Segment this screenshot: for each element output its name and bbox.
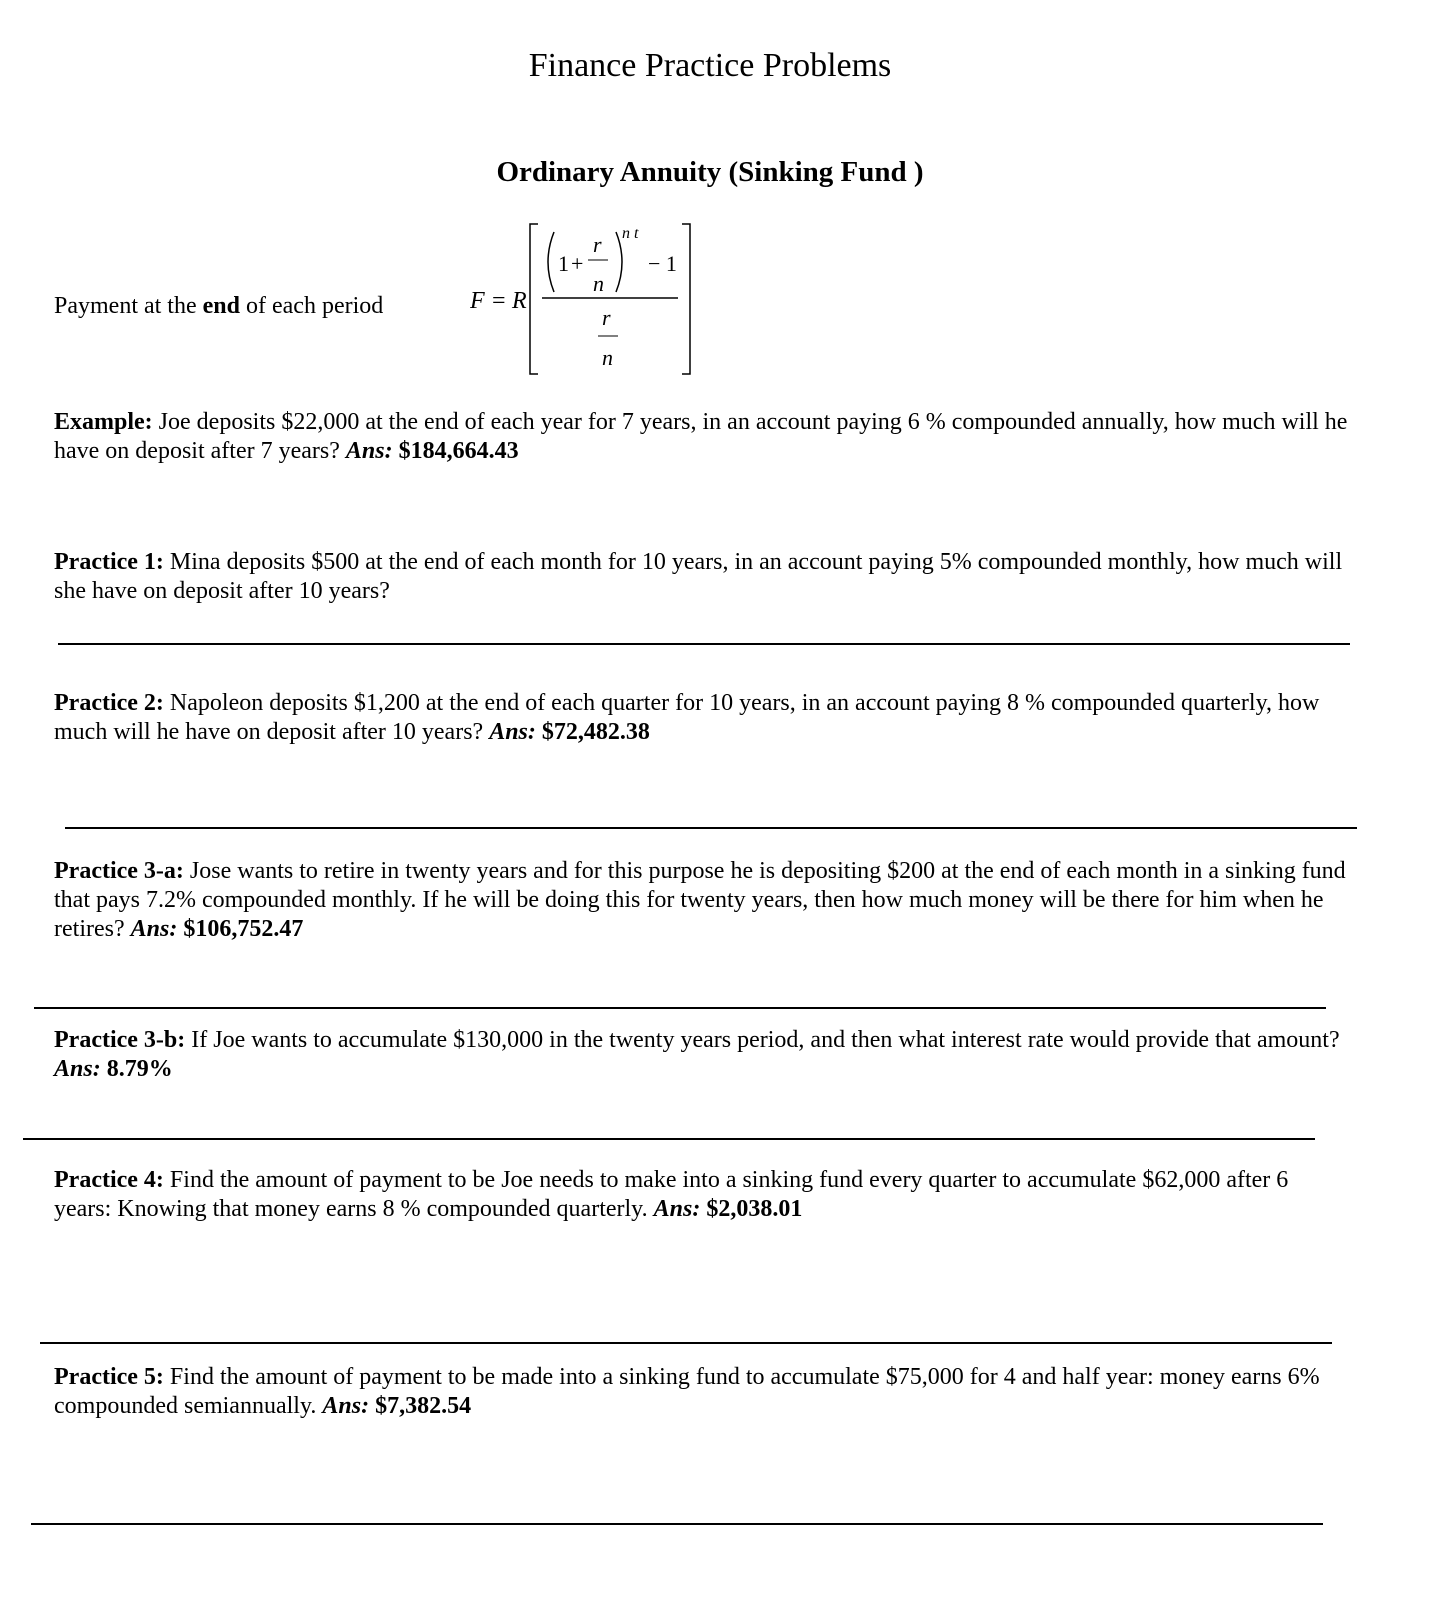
- problem-label: Example:: [54, 409, 153, 435]
- formula-inner-r: r: [593, 232, 602, 257]
- answer-line: [31, 1523, 1323, 1525]
- formula-minus-one: − 1: [648, 251, 677, 276]
- problem-text: Joe deposits $22,000 at the end of each year for 7 years, in an account paying 6 % compounded annually, how much will he have on deposit after 7 years?: [54, 409, 1348, 464]
- formula-exponent: n t: [622, 225, 639, 242]
- problem-text: Jose wants to retire in twenty years and for this purpose he is depositing $200 at the end of each month in a sinking fund that pays 7.2% compounded monthly. If he will be doing this for twenty years, then how much money will be there for him when he retires?: [54, 858, 1346, 942]
- left-bracket: [530, 224, 538, 374]
- answer-line: [34, 1007, 1326, 1009]
- formula-one: 1: [558, 251, 569, 276]
- problem-label: Practice 3-b:: [54, 1027, 186, 1053]
- problem-label: Practice 1:: [54, 549, 164, 575]
- problem-label: Practice 3-a:: [54, 858, 184, 884]
- section-title: Ordinary Annuity (Sinking Fund ): [496, 156, 924, 188]
- problem-label: Practice 4:: [54, 1167, 164, 1193]
- formula-lhs-var: F: [470, 288, 485, 314]
- problem-text: Napoleon deposits $1,200 at the end of each quarter for 10 years, in an account paying 8 % compounded quarterly, how much will he have on deposit after 10 years?: [54, 690, 1320, 745]
- formula-equals: =: [492, 288, 506, 314]
- answer-label: Ans:: [130, 916, 178, 942]
- answer-line: [65, 827, 1357, 829]
- right-bracket: [682, 224, 690, 374]
- answer-value: 8.79%: [100, 1056, 173, 1082]
- practice-3b-problem: [54, 1026, 1349, 1084]
- formula-denom-n: n: [602, 345, 613, 370]
- payment-label-bold: end: [202, 293, 240, 319]
- sinking-fund-formula: [470, 222, 730, 392]
- practice-4-problem: [54, 1166, 1349, 1224]
- left-paren: [548, 232, 554, 292]
- practice-2-problem: [54, 689, 1349, 747]
- answer-label: Ans:: [653, 1196, 701, 1222]
- formula-plus: +: [571, 251, 584, 276]
- answer-label: Ans:: [54, 1056, 101, 1082]
- practice-3a-problem: [54, 857, 1349, 944]
- answer-value: $7,382.54: [369, 1393, 472, 1419]
- answer-line: [58, 643, 1350, 645]
- answer-line: [40, 1342, 1332, 1344]
- formula-rhs-var: R: [512, 288, 527, 314]
- answer-value: $72,482.38: [535, 719, 650, 745]
- answer-value: $2,038.01: [700, 1196, 803, 1222]
- formula-inner-n: n: [593, 271, 604, 296]
- answer-line: [23, 1138, 1315, 1140]
- answer-label: Ans:: [345, 438, 393, 464]
- answer-value: $184,664.43: [392, 438, 519, 464]
- payment-label-before: Payment at the: [54, 293, 203, 319]
- problem-text: Find the amount of payment to be Joe needs to make into a sinking fund every quarter to accumulate $62,000 after 6 years: Knowing that money earns 8 % compounded quarterly.: [54, 1167, 1289, 1222]
- problem-text: Mina deposits $500 at the end of each month for 10 years, in an account paying 5% compounded monthly, how much will she have on deposit after 10 years?: [54, 549, 1343, 604]
- payment-timing-label: [54, 292, 383, 320]
- example-problem: [54, 408, 1349, 466]
- answer-label: Ans:: [322, 1393, 370, 1419]
- payment-label-after: of each period: [240, 293, 384, 319]
- formula-graphic: [470, 222, 730, 392]
- formula-denom-r: r: [602, 305, 611, 330]
- problem-label: Practice 5:: [54, 1364, 164, 1390]
- answer-label: Ans:: [489, 719, 536, 745]
- problem-label: Practice 2:: [54, 690, 164, 716]
- problem-text: Find the amount of payment to be made into a sinking fund to accumulate $75,000 for 4 and half year: money earns 6% compounded semiannually.: [54, 1364, 1320, 1419]
- answer-value: $106,752.47: [177, 916, 304, 942]
- practice-5-problem: [54, 1363, 1349, 1421]
- practice-1-problem: [54, 548, 1349, 606]
- problem-text: If Joe wants to accumulate $130,000 in the twenty years period, and then what interest rate would provide that amount?: [185, 1027, 1340, 1053]
- document-title: Finance Practice Problems: [528, 47, 892, 84]
